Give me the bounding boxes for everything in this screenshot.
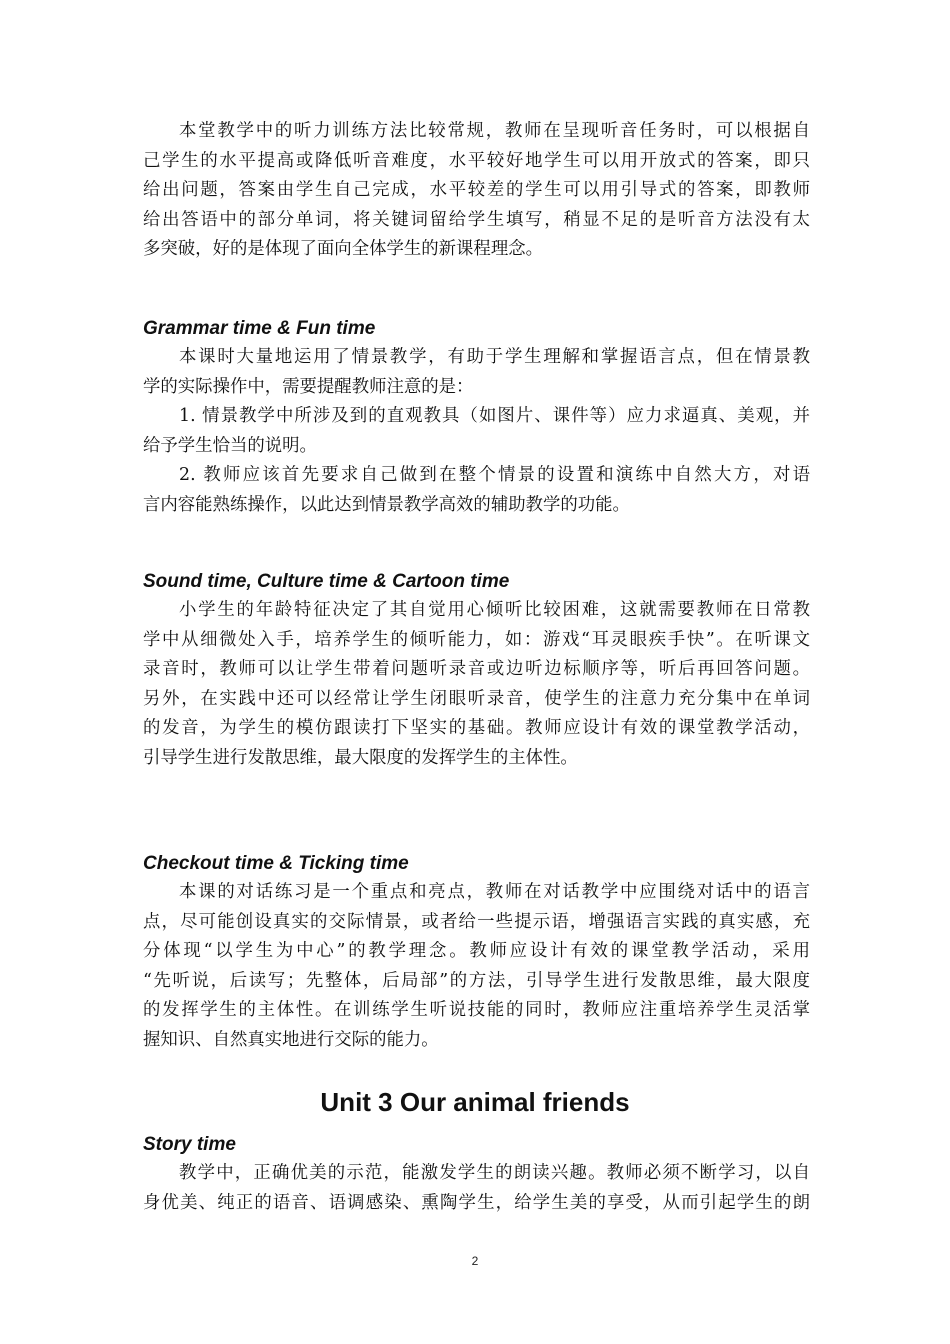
story-heading: Story time — [143, 1134, 236, 1155]
paragraph-line: 给出问题，答案由学生自己完成，水平较差的学生可以用引导式的答案，即教师 — [143, 180, 810, 200]
paragraph-line: 教学中，正确优美的示范，能激发学生的朗读兴趣。教师必须不断学习，以自 — [179, 1163, 810, 1183]
paragraph-line: 1. 情景教学中所涉及到的直观教具（如图片、课件等）应力求逼真、美观，并 — [179, 406, 810, 426]
checkout-paragraph — [143, 878, 810, 1055]
page-number: 2 — [471, 1254, 479, 1268]
paragraph-line: 身优美、纯正的语音、语调感染、熏陶学生，给学生美的享受，从而引起学生的朗 — [143, 1192, 810, 1213]
paragraph-line: 给出答语中的部分单词，将关键词留给学生填写，稍显不足的是听音方法没有太 — [143, 209, 810, 230]
paragraph-line: 小学生的年龄特征决定了其自觉用心倾听比较困难，这就需要教师在日常教 — [179, 600, 810, 620]
sound-paragraph — [143, 596, 810, 773]
paragraph-line: 录音时，教师可以让学生带着问题听录音或边听边标顺序等，听后再回答问题。 — [143, 659, 810, 679]
paragraph-line: 本课的对话练习是一个重点和亮点，教师在对话教学中应围绕对话中的语言 — [179, 882, 810, 902]
paragraph-line: 学的实际操作中，需要提醒教师注意的是： — [143, 376, 474, 397]
listening-paragraph — [143, 117, 810, 265]
paragraph-line: 己学生的水平提高或降低听音难度，水平较好地学生可以用开放式的答案，即只 — [143, 150, 810, 171]
paragraph-line: 的发挥学生的主体性。在训练学生听说技能的同时，教师应注重培养学生灵活掌 — [143, 1000, 810, 1020]
story-paragraph — [143, 1159, 810, 1218]
paragraph-line: 分体现“以学生为中心”的教学理念。教师应设计有效的课堂教学活动，采用 — [143, 941, 810, 961]
grammar-paragraph — [143, 343, 810, 520]
paragraph-line: 2. 教师应该首先要求自己做到在整个情景的设置和演练中自然大方，对语 — [179, 465, 810, 485]
paragraph-line: “先听说，后读写；先整体，后局部”的方法，引导学生进行发散思维，最大限度 — [143, 970, 810, 991]
paragraph-line: 言内容能熟练操作，以此达到情景教学高效的辅助教学的功能。 — [143, 494, 630, 515]
paragraph-line: 学中从细微处入手，培养学生的倾听能力，如：游戏“耳灵眼疾手快”。在听课文 — [143, 629, 810, 650]
sound-heading: Sound time, Culture time & Cartoon time — [143, 571, 510, 592]
paragraph-line: 点，尽可能创设真实的交际情景，或者给一些提示语，增强语言实践的真实感，充 — [143, 911, 810, 932]
unit-title: Unit 3 Our animal friends — [320, 1087, 630, 1117]
paragraph-line: 的发音，为学生的模仿跟读打下坚实的基础。教师应设计有效的课堂教学活动， — [143, 718, 810, 738]
paragraph-line: 本堂教学中的听力训练方法比较常规，教师在呈现听音任务时，可以根据自 — [179, 121, 810, 141]
paragraph-line: 多突破，好的是体现了面向全体学生的新课程理念。 — [143, 239, 543, 259]
paragraph-line: 引导学生进行发散思维，最大限度的发挥学生的主体性。 — [143, 747, 578, 768]
grammar-heading: Grammar time & Fun time — [143, 318, 376, 339]
checkout-heading: Checkout time & Ticking time — [143, 853, 409, 874]
paragraph-line: 给予学生恰当的说明。 — [143, 435, 317, 456]
paragraph-line: 本课时大量地运用了情景教学，有助于学生理解和掌握语言点，但在情景教 — [179, 347, 810, 367]
paragraph-line: 另外，在实践中还可以经常让学生闭眼听录音，使学生的注意力充分集中在单词 — [143, 688, 810, 709]
paragraph-line: 握知识、自然真实地进行交际的能力。 — [143, 1029, 439, 1050]
